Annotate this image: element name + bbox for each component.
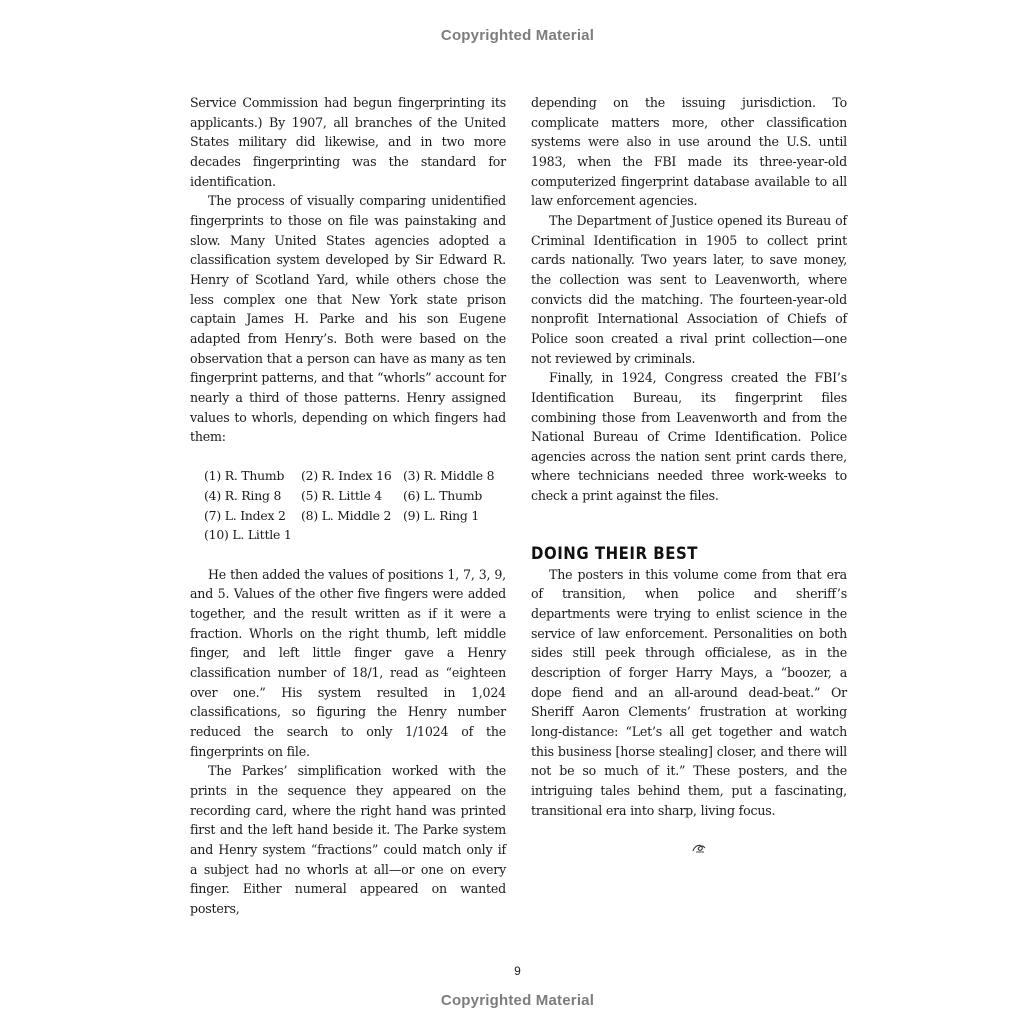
paragraph: He then added the values of positions 1, 7, 3, 9, and 5. Values of the other five fingers were added together, and the result written as if it were a fraction. Whorls on the right thumb, left middle finger, and left little finger gave a Henry classification number of 18/1, read as “eighteen over one.” His system resulted in 1,024 classifications, so figuring the Henry number reduced the search to only 1/1024 of the fingerprints on file. — [190, 566, 506, 759]
right-column — [531, 93, 847, 859]
paragraph: The posters in this volume come from that era of transition, when police and sheriff’s departments were trying to enlist science in the service of law enforcement. Personalities on both sides still peek through officialese, as in the description of forger Harry Mays, a “boozer, a dope fiend and an all-around dead-beat.” Or Sheriff Aaron Clements’ frustration at working long-distance: “Let’s all get together and watch this business [horse stealing] closer, and there will not be so much of it.” These posters, and the intriguing tales behind them, put a fascinating, transitional era into sharp, living focus. — [531, 566, 847, 818]
copyright-watermark-top: Copyrighted Material — [440, 27, 595, 44]
finger-value-item: (6) L. Thumb — [403, 488, 483, 504]
paragraph: The Department of Justice opened its Bureau of Criminal Identification in 1905 to collect print cards nationally. Two years later, to save money, the collection was sent to Leavenworth, where convicts did the matching. The fourteen-year-old nonprofit International Association of Chiefs of Police soon created a rival print collection—one not reviewed by criminals. — [531, 212, 847, 366]
finger-value-item: (8) L. Middle 2 — [301, 507, 392, 523]
finger-value-item: (10) L. Little 1 — [204, 527, 292, 543]
fleuron-icon — [531, 842, 847, 859]
finger-value-item: (9) L. Ring 1 — [403, 507, 480, 523]
finger-value-item: (1) R. Thumb — [204, 468, 285, 484]
finger-value-item: (2) R. Index 16 — [301, 468, 392, 484]
paragraph: Finally, in 1924, Congress created the FBI’s Identification Bureau, its fingerprint files combining those from Leavenworth and from the National Bureau of Crime Identification. Police agencies across the nation sent print cards there, where technicians needed three work-weeks to check a print against the files. — [531, 370, 847, 504]
paragraph: depending on the issuing jurisdiction. To complicate matters more, other classification systems were also in use around the U.S. until 1983, when the FBI made its three-year-old computerized fingerprint database available to all law enforcement agencies. — [531, 95, 847, 209]
paragraph: The Parkes’ simplification worked with the prints in the sequence they appeared on the recording card, where the right hand was printed first and the left hand beside it. The Parke system and Henry system “fractions” could match only if a subject had no whorls at all—or one on every finger. Either numeral appeared on wanted posters, — [190, 763, 506, 916]
page-number: 9 — [514, 964, 521, 978]
paragraph: Service Commission had begun fingerprinting its applicants.) By 1907, all branches of the United States military did likewise, and in two more decades fingerprinting was the standard for identification. — [190, 95, 506, 189]
paragraph: The process of visually comparing unidentified fingerprints to those on file was painstaking and slow. Many United States agencies adopted a classification system developed by Sir Edward R. Henry of Scotland Yard, while others chose the less complex one that New York state prison captain James H. Parke and his son Eugene adapted from Henry’s. Both were based on the observation that a person can have as many as ten fingerprint patterns, and that “whorls” account for nearly a third of those patterns. Henry assigned values to whorls, depending on which fingers had them: — [190, 193, 506, 445]
finger-value-item: (7) L. Index 2 — [204, 507, 286, 523]
finger-value-item: (5) R. Little 4 — [301, 488, 382, 504]
copyright-watermark-bottom: Copyrighted Material — [440, 992, 595, 1009]
section-heading: DOING THEIR BEST — [531, 543, 699, 564]
finger-value-item: (3) R. Middle 8 — [403, 468, 495, 484]
fleuron-icon-graphic — [691, 842, 707, 854]
left-column — [190, 93, 506, 919]
finger-value-item: (4) R. Ring 8 — [204, 488, 282, 504]
finger-value-list — [204, 466, 506, 545]
